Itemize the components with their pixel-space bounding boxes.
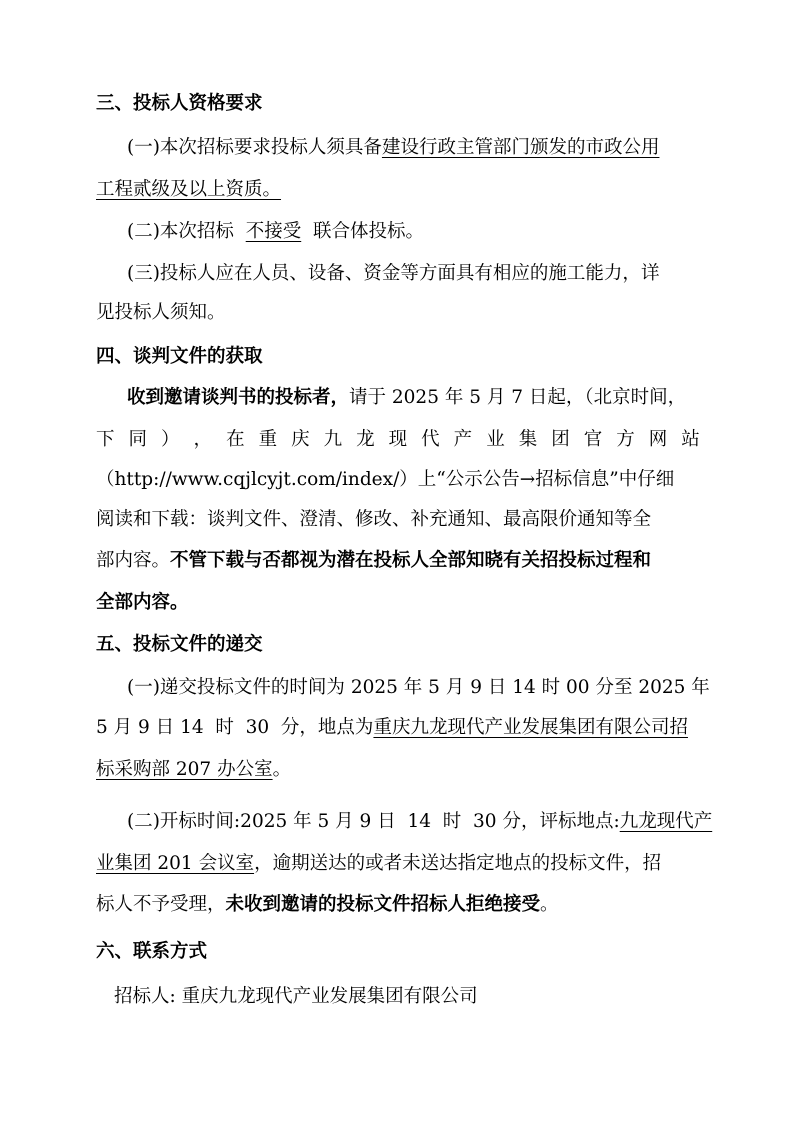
- spread-char: 方: [616, 429, 635, 450]
- paragraph-qualification-2: [127, 220, 424, 244]
- text: (二)开标时间:2025 年 5 月 9 日 14 时 30 分，评标地点:: [127, 811, 620, 832]
- spread-char: 站: [681, 429, 700, 450]
- text: 。: [540, 894, 559, 915]
- paragraph-documents-line-6: 全部内容。: [96, 592, 189, 613]
- text: 部内容。: [96, 550, 171, 571]
- paragraph-documents-line-4: 阅读和下载：谈判文件、澄清、修改、补充通知、最高限价通知等全: [96, 509, 652, 530]
- underlined-text: 建设行政主管部门颁发的市政公用: [381, 137, 660, 158]
- underlined-text: 九龙现代产: [619, 811, 713, 832]
- underlined-text: 工程贰级及以上资质。: [96, 179, 282, 200]
- paragraph-qualification-3-cont: 见投标人须知。: [96, 302, 226, 323]
- spread-char: 重: [258, 429, 278, 450]
- spread-char: 龙: [356, 429, 375, 450]
- paragraph-submission-1-end: [96, 758, 291, 782]
- paragraph-submission-1-cont: [96, 716, 688, 740]
- paragraph-submission-2-end: [96, 893, 559, 917]
- spread-char: 网: [648, 429, 668, 450]
- text: (二)本次招标: [127, 221, 246, 242]
- spread-char: 代: [421, 429, 440, 450]
- text: 请于 2025 年 5 月 7 日起，（北京时间，: [349, 387, 687, 408]
- spread-char: 下: [96, 429, 115, 450]
- paragraph-documents-line-5: [96, 549, 651, 573]
- spread-char: 产: [453, 429, 473, 450]
- section-heading-contact: 六、联系方式: [96, 941, 208, 962]
- spread-char: 庆: [291, 429, 310, 450]
- underlined-text: 重庆九龙现代产业发展集团有限公司招: [373, 717, 688, 738]
- spread-char: 集: [518, 429, 538, 450]
- text: ，逾期送达的或者未送达指定地点的投标文件，招: [254, 853, 662, 874]
- paragraph-documents-line-2: [96, 428, 700, 452]
- bold-text: 未收到邀请的投标文件招标人拒绝接受: [225, 894, 541, 915]
- paragraph-documents-line-3: （http://www.cqjlcyjt.com/index/）上“公示公告→招标信息”中仔细: [96, 469, 675, 490]
- paragraph-qualification-1: [127, 136, 659, 160]
- paragraph-submission-2-cont: [96, 852, 661, 876]
- spread-char: 同: [128, 429, 148, 450]
- text: 5 月 9 日 14 时 30 分，地点为: [96, 717, 374, 738]
- text: 标人不予受理，: [96, 894, 226, 915]
- spread-char: 团: [551, 429, 570, 450]
- underlined-text: 业集团 201 会议室: [96, 853, 255, 874]
- paragraph-submission-1: (一)递交投标文件的时间为 2025 年 5 月 9 日 14 时 00 分至 2025 年: [127, 677, 710, 698]
- bold-text: 不管下载与否都视为潜在投标人全部知晓有关招投标过程和: [170, 550, 652, 571]
- spread-char: ）: [161, 429, 180, 450]
- underlined-text: 标采购部 207 办公室: [96, 759, 273, 780]
- text: 。: [272, 759, 292, 780]
- paragraph-qualification-3: (三)投标人应在人员、设备、资金等方面具有相应的施工能力，详: [127, 263, 660, 284]
- section-heading-documents: 四、谈判文件的获取: [96, 346, 263, 367]
- bold-text: 收到邀请谈判书的投标者，: [127, 387, 350, 408]
- spread-char: 在: [226, 429, 245, 450]
- paragraph-documents-line-1: [127, 386, 686, 410]
- section-heading-qualification: 三、投标人资格要求: [96, 93, 263, 114]
- tenderer-line: 招标人: 重庆九龙现代产业发展集团有限公司: [114, 986, 478, 1007]
- spread-char: ，: [193, 429, 213, 450]
- underlined-text: 不接受: [245, 221, 302, 242]
- spread-char: 官: [583, 429, 603, 450]
- paragraph-qualification-1-cont: [96, 178, 281, 202]
- text: 联合体投标。: [301, 221, 424, 242]
- spread-char: 九: [323, 429, 343, 450]
- section-heading-submission: 五、投标文件的递交: [96, 634, 263, 655]
- spread-char: 现: [388, 429, 408, 450]
- text: (一)本次招标要求投标人须具备: [127, 137, 382, 158]
- spread-char: 业: [486, 429, 505, 450]
- paragraph-submission-2: [127, 810, 712, 834]
